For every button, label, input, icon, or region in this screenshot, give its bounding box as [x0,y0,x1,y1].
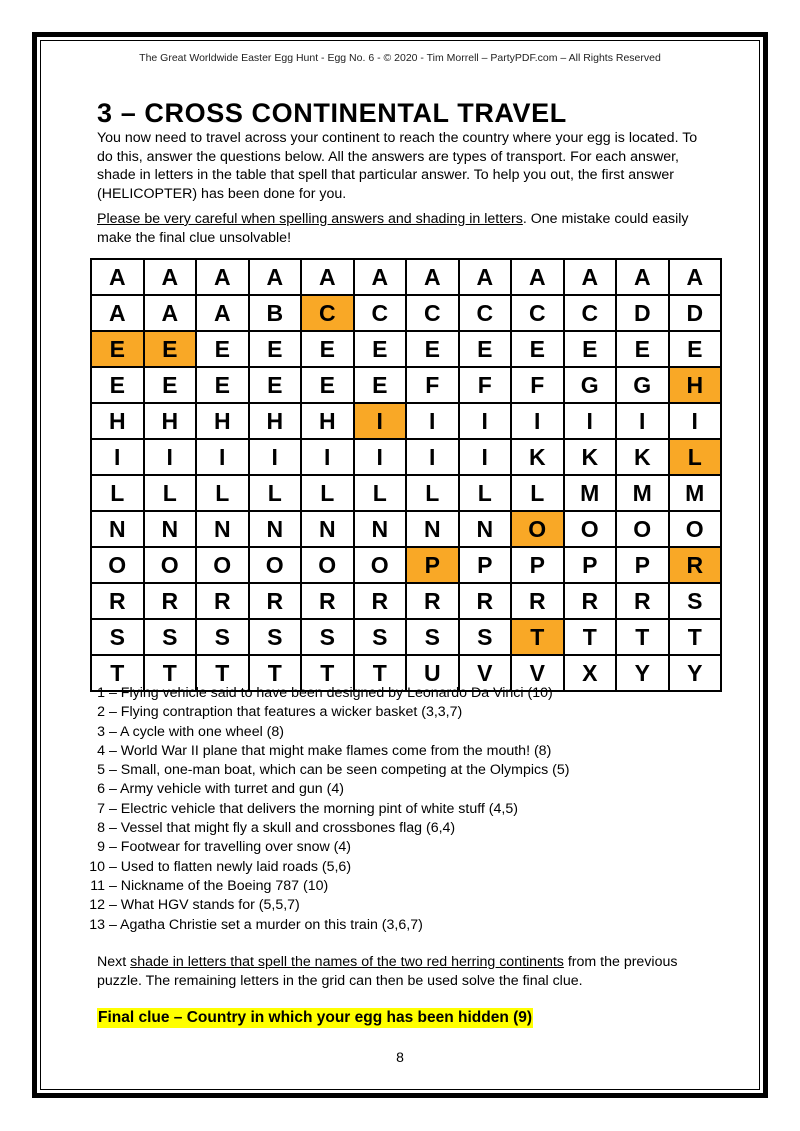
letter-grid [90,258,722,692]
grid-cell[interactable]: F [511,367,564,403]
next-instruction-underlined: shade in letters that spell the names of the two red herring continents [130,954,564,970]
next-instruction [97,953,713,990]
grid-cell[interactable]: X [564,655,617,691]
grid-cell[interactable]: L [354,475,407,511]
grid-cell[interactable]: E [564,331,617,367]
grid-cell[interactable]: L [406,475,459,511]
clue-text: Agatha Christie set a murder on this train (3,6,7) [120,916,423,933]
clue-item [82,858,569,877]
grid-row [91,403,721,439]
clue-text: Electric vehicle that delivers the morning pint of white stuff (4,5) [120,800,518,817]
grid-cell[interactable]: C [564,295,617,331]
grid-cell[interactable]: I [196,439,249,475]
grid-cell[interactable]: H [301,403,354,439]
grid-cell[interactable]: A [511,259,564,295]
grid-cell[interactable]: H [249,403,302,439]
grid-cell[interactable]: E [301,367,354,403]
next-instruction-before: Next [97,954,131,970]
grid-cell[interactable]: T [669,619,722,655]
grid-cell[interactable]: L [459,475,512,511]
grid-cell[interactable]: T [196,655,249,691]
final-clue: Final clue – Country in which your egg has been hidden (9) [98,1009,533,1026]
clue-text: Used to flatten newly laid roads (5,6) [120,858,352,875]
grid-cell[interactable]: T [91,655,144,691]
clue-item [82,684,569,703]
grid-cell[interactable]: I [144,439,197,475]
grid-cell[interactable]: E [669,331,722,367]
grid-cell[interactable]: U [406,655,459,691]
grid-cell[interactable]: S [196,619,249,655]
grid-cell[interactable]: S [459,619,512,655]
grid-row [91,511,721,547]
grid-cell[interactable]: K [616,439,669,475]
clue-item [82,877,569,896]
grid-cell[interactable]: R [616,583,669,619]
grid-cell[interactable]: R [196,583,249,619]
grid-cell[interactable]: T [354,655,407,691]
grid-row [91,547,721,583]
grid-cell[interactable]: T [249,655,302,691]
grid-cell[interactable]: E [91,367,144,403]
grid-cell[interactable]: A [459,259,512,295]
grid-cell[interactable]: O [196,547,249,583]
warning-rest: . One mistake could easily make the final clue unsolvable! [97,211,689,246]
grid-cell[interactable]: R [354,583,407,619]
grid-cell[interactable]: V [459,655,512,691]
intro-paragraph: You now need to travel across your continent to reach the country where your egg is located. To do this, answer the questions below. All the answers are types of transport. For each answer, shade in letters in the table that spell that particular answer. To help you out, the first answer (HELICOPTER) has been done for you. [97,130,698,202]
grid-cell[interactable]: S [301,619,354,655]
grid-cell[interactable]: E [196,367,249,403]
grid-cell[interactable]: N [406,511,459,547]
grid-cell[interactable]: F [406,367,459,403]
clue-dash: – [105,877,121,894]
clue-dash: – [105,704,121,721]
clue-number: 2 [97,704,105,721]
clue-item [82,819,569,838]
grid-cell[interactable]: T [301,655,354,691]
grid-cell[interactable]: I [564,403,617,439]
grid-cell[interactable]: O [144,547,197,583]
grid-cell[interactable]: I [354,403,407,439]
clue-dash: – [105,723,120,740]
grid-cell[interactable]: I [616,403,669,439]
grid-cell[interactable]: T [564,619,617,655]
grid-cell[interactable]: I [406,403,459,439]
clue-number: 4 [97,742,105,759]
grid-cell[interactable]: I [249,439,302,475]
grid-cell[interactable]: K [564,439,617,475]
grid-cell[interactable]: F [459,367,512,403]
grid-cell[interactable]: T [511,619,564,655]
grid-cell[interactable]: E [249,367,302,403]
grid-cell[interactable]: L [196,475,249,511]
copyright-header: The Great Worldwide Easter Egg Hunt - Egg No. 6 - © 2020 - Tim Morrell – PartyPDF.com – All Rights Reserved [139,52,661,64]
clue-item [82,761,569,780]
grid-cell[interactable]: G [564,367,617,403]
grid-cell[interactable]: A [301,259,354,295]
grid-cell[interactable]: O [564,511,617,547]
grid-cell[interactable]: M [564,475,617,511]
clue-text: Nickname of the Boeing 787 (10) [120,877,329,894]
grid-cell[interactable]: A [144,259,197,295]
clue-item [82,780,569,799]
grid-cell[interactable]: N [91,511,144,547]
grid-cell[interactable]: A [616,259,669,295]
grid-cell[interactable]: N [249,511,302,547]
grid-cell[interactable]: H [669,367,722,403]
grid-cell[interactable]: I [354,439,407,475]
page-title: 3 – CROSS CONTINENTAL TRAVEL [97,98,567,128]
grid-cell[interactable]: T [616,619,669,655]
grid-cell[interactable]: H [144,403,197,439]
clue-item [82,800,569,819]
grid-cell[interactable]: O [616,511,669,547]
grid-cell[interactable]: C [511,295,564,331]
grid-cell[interactable]: R [459,583,512,619]
clue-item [82,723,569,742]
grid-cell[interactable]: R [91,583,144,619]
grid-cell[interactable]: S [406,619,459,655]
grid-cell[interactable]: L [511,475,564,511]
grid-cell[interactable]: R [564,583,617,619]
grid-row [91,475,721,511]
clue-number: 13 [89,916,105,933]
clue-number: 7 [97,800,105,817]
grid-cell[interactable]: I [459,403,512,439]
clue-number: 3 [97,723,105,740]
grid-row [91,295,721,331]
grid-cell[interactable]: P [459,547,512,583]
clue-dash: – [105,800,121,817]
grid-cell[interactable]: A [91,295,144,331]
clue-number: 8 [97,820,105,837]
clue-text: What HGV stands for (5,5,7) [120,897,300,914]
clue-text: Small, one-man boat, which can be seen competing at the Olympics (5) [120,762,570,779]
grid-cell[interactable]: S [249,619,302,655]
clue-dash: – [105,762,121,779]
grid-row [91,439,721,475]
grid-cell[interactable]: I [301,439,354,475]
grid-cell[interactable]: E [144,367,197,403]
clue-dash: – [105,916,120,933]
grid-cell[interactable]: C [459,295,512,331]
grid-cell[interactable]: L [144,475,197,511]
grid-cell[interactable]: A [196,259,249,295]
grid-cell[interactable]: E [144,331,197,367]
grid-cell[interactable]: L [249,475,302,511]
clue-text: A cycle with one wheel (8) [120,723,285,740]
grid-cell[interactable]: L [669,439,722,475]
grid-cell[interactable]: E [91,331,144,367]
grid-cell[interactable]: S [354,619,407,655]
clue-item [82,703,569,722]
grid-cell[interactable]: D [669,295,722,331]
grid-cell[interactable]: P [564,547,617,583]
grid-cell[interactable]: A [196,295,249,331]
clue-text: Vessel that might fly a skull and crossbones flag (6,4) [120,820,456,837]
grid-cell[interactable]: N [196,511,249,547]
clue-list [82,684,569,935]
grid-cell[interactable]: Y [616,655,669,691]
grid-cell[interactable]: P [406,547,459,583]
clue-number: 11 [90,877,105,894]
grid-row [91,619,721,655]
grid-cell[interactable]: A [144,295,197,331]
grid-cell[interactable]: O [91,547,144,583]
grid-cell[interactable]: R [144,583,197,619]
grid-cell[interactable]: O [301,547,354,583]
grid-cell[interactable]: A [669,259,722,295]
clue-text: World War II plane that might make flames come from the mouth! (8) [120,742,552,759]
grid-cell[interactable]: C [406,295,459,331]
clue-item [82,742,569,761]
grid-cell[interactable]: N [144,511,197,547]
grid-cell[interactable]: O [511,511,564,547]
grid-cell[interactable]: H [196,403,249,439]
grid-cell[interactable]: N [354,511,407,547]
clue-dash: – [105,685,121,701]
grid-cell[interactable]: E [354,367,407,403]
grid-row [91,583,721,619]
grid-cell[interactable]: K [511,439,564,475]
grid-row [91,259,721,295]
grid-cell[interactable]: O [354,547,407,583]
grid-cell[interactable]: N [301,511,354,547]
clue-text: Footwear for travelling over snow (4) [120,839,352,856]
clue-number: 1 [97,685,105,701]
grid-row [91,331,721,367]
grid-cell[interactable]: M [669,475,722,511]
clue-text: Flying vehicle said to have been designed by Leonardo Da Vinci (10) [120,685,553,701]
grid-cell[interactable]: N [459,511,512,547]
grid-cell[interactable]: E [249,331,302,367]
grid-cell[interactable]: B [249,295,302,331]
grid-cell[interactable]: O [249,547,302,583]
grid-cell[interactable]: O [669,511,722,547]
grid-cell[interactable]: I [91,439,144,475]
grid-cell[interactable]: A [354,259,407,295]
next-instruction-after: from the previous puzzle. The remaining letters in the grid can then be used solve the final clue. [97,954,678,989]
grid-cell[interactable]: V [511,655,564,691]
grid-cell[interactable]: H [91,403,144,439]
grid-cell[interactable]: E [301,331,354,367]
grid-cell[interactable]: I [511,403,564,439]
clue-item [82,916,569,935]
clue-text: Army vehicle with turret and gun (4) [120,781,344,798]
page-number: 8 [396,1049,404,1065]
clue-number: 5 [97,762,105,779]
clue-number: 12 [89,897,105,914]
grid-cell[interactable]: R [669,547,722,583]
grid-cell[interactable]: P [616,547,669,583]
clue-dash: – [105,742,121,759]
grid-cell[interactable]: E [511,331,564,367]
grid-cell[interactable]: R [406,583,459,619]
grid-cell[interactable]: R [249,583,302,619]
grid-cell[interactable]: A [249,259,302,295]
grid-cell[interactable]: D [616,295,669,331]
clue-dash: – [105,858,121,875]
grid-cell[interactable]: E [459,331,512,367]
grid-cell[interactable]: I [669,403,722,439]
clue-dash: – [105,820,121,837]
clue-text: Flying contraption that features a wicker basket (3,3,7) [120,704,463,721]
grid-cell[interactable]: M [616,475,669,511]
clue-number: 10 [89,858,105,875]
grid-cell[interactable]: A [406,259,459,295]
grid-cell[interactable]: R [511,583,564,619]
grid-cell[interactable]: T [144,655,197,691]
clue-dash: – [105,781,120,798]
grid-cell[interactable]: C [354,295,407,331]
grid-cell[interactable]: R [301,583,354,619]
clue-number: 9 [97,839,105,856]
grid-cell[interactable]: A [564,259,617,295]
grid-cell[interactable]: S [144,619,197,655]
clue-number: 6 [97,781,105,798]
grid-cell[interactable]: G [616,367,669,403]
grid-row [91,367,721,403]
grid-cell[interactable]: L [91,475,144,511]
clue-item [82,896,569,915]
grid-cell[interactable]: Y [669,655,722,691]
grid-cell[interactable]: A [91,259,144,295]
grid-cell[interactable]: I [459,439,512,475]
grid-cell[interactable]: S [91,619,144,655]
grid-cell[interactable]: I [406,439,459,475]
warning-underlined: Please be very careful when spelling answers and shading in letters [97,211,523,227]
grid-cell[interactable]: C [301,295,354,331]
clue-item [82,838,569,857]
grid-cell[interactable]: E [616,331,669,367]
grid-cell[interactable]: P [511,547,564,583]
warning-paragraph [97,210,713,247]
grid-cell[interactable]: L [301,475,354,511]
grid-cell[interactable]: E [196,331,249,367]
grid-cell[interactable]: E [406,331,459,367]
grid-cell[interactable]: E [354,331,407,367]
grid-cell[interactable]: S [669,583,722,619]
clue-dash: – [105,897,121,914]
clue-dash: – [105,839,121,856]
